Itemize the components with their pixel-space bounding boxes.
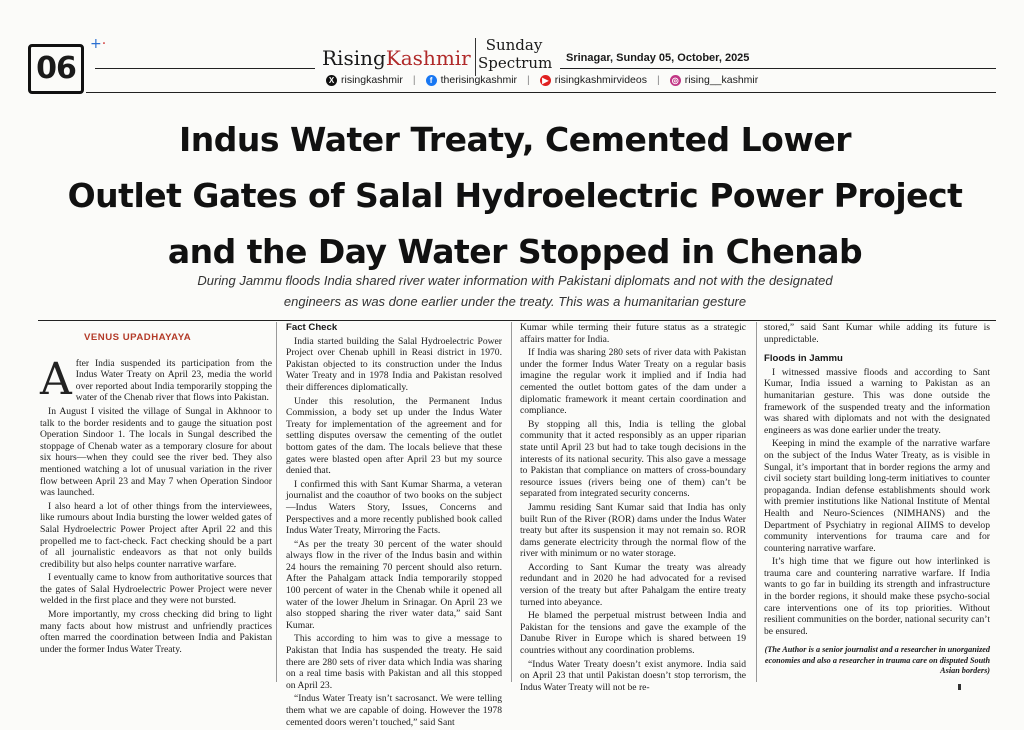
section-line1: Sunday (485, 36, 543, 54)
social-separator: | (412, 74, 416, 86)
social-x[interactable] (326, 74, 403, 86)
social-separator: | (656, 74, 660, 86)
page-number: 06 (28, 44, 84, 94)
paragraph: More importantly, my cross checking did bring to light many facts about how mistrust and unfriendly practices often marred the coordination between India and Pakistan under the former Indus Water Treaty. (40, 609, 272, 655)
brand-prefix: Rising (322, 46, 386, 70)
social-youtube[interactable] (540, 74, 647, 86)
headline-line: and the Day Water Stopped in Chenab (167, 232, 863, 271)
column-rule (756, 322, 757, 682)
masthead-rule-right (560, 68, 996, 69)
registration-mark-icon: +· (90, 36, 107, 52)
instagram-icon: ◎ (670, 75, 681, 86)
paragraph: stored,” said Sant Kumar while adding its future is unpredictable. (764, 322, 990, 345)
paragraph: “As per the treaty 30 percent of the water should always flow in the river of the Indus basin and within 24 hours the remaining 70 percent should also return. After the Pahalgam attack India temporarily stopped 100 percent of water in the Chenab while it opened all water of the lower Jhelum in Srinagar. On April 23 we also stopped sharing the river water data,” said Sant Kumar. (286, 538, 502, 631)
paragraph: I witnessed massive floods and according to Sant Kumar, India issued a warning to Pakistan as an humanitarian gesture. This was done outside the framework of the suspended treaty and the information was shared with diplomats and not with the designated engineers as was done earlier under the treaty. (764, 366, 990, 436)
column-rule (511, 322, 512, 682)
standfirst-line: During Jammu floods India shared river water information with Pakistani diplomats and not with the designated (197, 273, 833, 288)
article-column-1 (40, 322, 272, 657)
paragraph: He blamed the perpetual mistrust between India and Pakistan for the tensions and gave the example of the Danube River in Europe which is shared between 19 countries without any coordination problems. (520, 610, 746, 657)
paragraph: If India was sharing 280 sets of river data with Pakistan under the former Indus Water Treaty on a regular basis imagine the regular work it implied and if India had cemented the outlet bottom gates of the dam under a diplomatic framework it meant certain coordination and compliance. (520, 347, 746, 417)
paragraph: In August I visited the village of Sungal in Akhnoor to talk to the border residents and to gauge the situation post Operation Sindoor 1. The locals in Sungal described the stoppage of Chenab water as a temporary closure for about six hours—when they could see the river bed. They also mentioned watching a lot of unusual variation in the river flow between April 23 and May 7 when Operation Sindoor was launched. (40, 405, 272, 499)
subheading: Floods in Jammu (764, 353, 843, 365)
paragraph: I confirmed this with Sant Kumar Sharma, a veteran journalist and the coauthor of two books on the subject—Indus Waters Story, Issues, Concerns and Perspectives and a more recently published book called Indus Water Treaty, Mirroring the Facts. (286, 478, 502, 537)
section-name (478, 36, 553, 72)
drop-cap: A (40, 353, 72, 405)
lead-paragraph: After India suspended its participation from the Indus Water Treaty on April 23, media the world over reported about India temporarily stopping the water of the Chenab river that flows into Pakistan. (40, 353, 272, 405)
paragraph: According to Sant Kumar the treaty was already redundant and in 2020 he had advocated for a revised version of the treaty but after Pahalgam the entire treaty turned into abeyance. (520, 561, 746, 608)
standfirst-line: engineers as was done earlier under the treaty. This was a humanitarian gesture (283, 294, 747, 309)
paragraph: Jammu residing Sant Kumar said that India has only built Run of the River (ROR) dams under the Indus Water treaty but after its suspension it may not remain so. ROR dams generate electricity through the normal flow of the river with minimum or no water storage. (520, 501, 746, 560)
brand-suffix: Kashmir (385, 46, 471, 70)
paragraph: “Indus Water Treaty doesn’t exist anymore. India said on April 23 that until Pakistan doesn’t stop terrorism, the Indus Water Treaty will not be re- (520, 658, 746, 693)
social-separator: | (527, 74, 530, 86)
paragraph: Kumar while terming their future status as a strategic affairs matter for India. (520, 322, 746, 345)
social-handle: therisingkashmir (440, 74, 518, 86)
column-rule (276, 322, 277, 682)
headline (40, 112, 990, 280)
social-handle: risingkashmirvideos (554, 74, 647, 86)
article-column-3 (520, 322, 746, 695)
masthead-rule-left (95, 68, 315, 69)
article-column-4 (764, 322, 990, 677)
social-facebook[interactable] (426, 74, 517, 86)
section-line2: Spectrum (478, 54, 553, 72)
youtube-icon: ▶ (540, 75, 551, 86)
paragraph: Under this resolution, the Permanent Indus Commission, a body set up under the Indus Water Treaty for implementation of the agreement and for settling disputes oversaw the cementing of the outlet bottom gates of the dam. The locals believe that these gates were blasted open after April 23 but my source denied that. (286, 395, 502, 477)
standfirst (150, 270, 880, 312)
masthead-divider (475, 38, 476, 76)
author-note: (The Author is a senior journalist and a researcher in unorganized economies and also a researcher in trauma care on disputed South Asian borders) (764, 645, 990, 676)
masthead-rule-bottom (86, 92, 996, 93)
x-icon: X (326, 75, 337, 86)
subheading: Fact Check (286, 322, 338, 333)
dateline: Srinagar, Sunday 05, October, 2025 (566, 52, 750, 64)
paragraph: This according to him was to give a message to Pakistan that India has suspended the treaty. He said there are 280 sets of river data which India was sharing on a real time basis with Pakistan and all this stopped on April 23. (286, 633, 502, 691)
paragraph: It’s high time that we figure out how interlinked is trauma care and countering narrative warfare. If India wants to go far in building its strength and infrastructure in the border regions, it should make these psycho-social care interventions one of its top priorities. Without resilient communities on the border, national security can’t be ensured. (764, 556, 990, 637)
paragraph: “Indus Water Treaty isn’t sacrosanct. We were telling them what we are capable of doing. However the 1978 cemented doors weren’t touched,” said Sant (286, 693, 502, 728)
end-mark (958, 684, 961, 690)
social-handle: rising__kashmir (684, 74, 759, 86)
article-column-2 (286, 322, 502, 730)
social-handles (326, 74, 758, 86)
body-top-rule (38, 320, 996, 321)
paragraph: By stopping all this, India is telling the global community that it acted responsibly as an upper riparian state until April 23 but had to take tough decisions in the interests of its national security. This also gave a message to Pakistan that compliance on matters of cross-boundary resource issues (rivers being one of them) can’t be separated from integrated security concerns. (520, 418, 746, 500)
paragraph: I eventually came to know from authoritative sources that the gates of Salal Hydroelectric Power Project were never welded in the first place and they were not bursted. (40, 572, 272, 607)
paragraph: Keeping in mind the example of the narrative warfare on the subject of the Indus Water Treaty, as is visible in Sungal, it’s important that in border regions the army and civil society start building long-term initiatives to counter propaganda. Indian defense establishments should work with premier institutions like National Institute of Mental Health and Neuro-Sciences (NIMHANS) and the Department of Psychiatry in regional AIIMS to develop community interventions for trauma care and for countering narrative warfare. (764, 438, 990, 554)
brand-logo (322, 46, 471, 70)
social-instagram[interactable] (670, 74, 759, 86)
paragraph: India started building the Salal Hydroelectric Power Project over Chenab uphill in Reasi district in 1970. Pakistan objected to its construction under the Indus Water Treaty and in 1978 India and Pakistan resolved their differences diplomatically. (286, 335, 502, 393)
facebook-icon: f (426, 75, 437, 86)
paragraph: I also heard a lot of other things from the interviewees, like rumours about India bursting the lower welded gates of Salal Hydroelectric Power Project after April 22 and this propelled me to fact-check. Fact checking should be a part of all journalistic endeavors as that not only builds credibility but also helps counter narrative warfare. (40, 500, 272, 570)
headline-line: Outlet Gates of Salal Hydroelectric Power Project (67, 176, 963, 215)
byline: VENUS UPADHAYAYA (84, 332, 192, 343)
social-handle: risingkashmir (341, 74, 403, 86)
headline-line: Indus Water Treaty, Cemented Lower (179, 120, 851, 159)
